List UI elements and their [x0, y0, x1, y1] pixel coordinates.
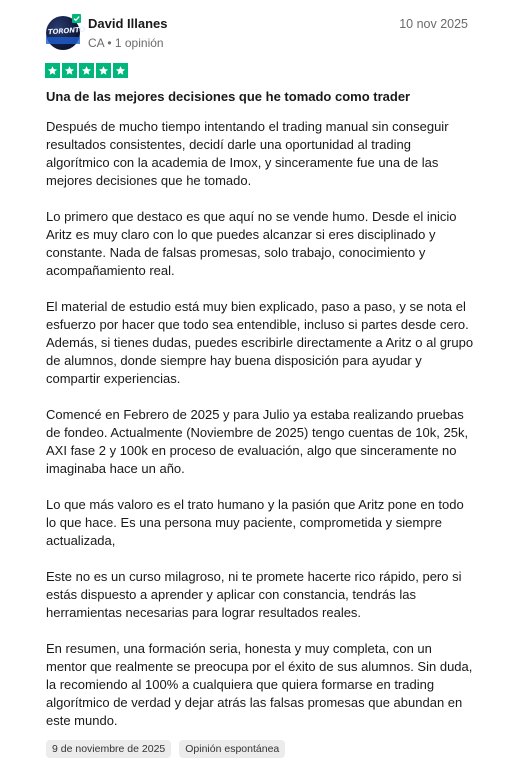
- avatar-text: TORONTO: [47, 25, 86, 37]
- review-date: 10 nov 2025: [399, 17, 468, 31]
- review-paragraph: El material de estudio está muy bien explicado, paso a paso, y se nota el esfuerzo por hacer que todo sea entendible, incluso si partes desde cero. Además, si tienes dudas, puedes escribirle directamente a Aritz o al grupo de alumnos, donde siempre hay buena disposición para ayudar y compartir experiencias.: [46, 299, 474, 386]
- review-paragraph: Comencé en Febrero de 2025 y para Julio ya estaba realizando pruebas de fondeo. Actualmente (Noviembre de 2025) tengo cuentas de 10k, 25k, AXI fase 2 y 100k en proceso de evaluación, algo que sinceramente no imaginaba hace un año.: [46, 407, 469, 476]
- experience-date-tag: 9 de noviembre de 2025: [46, 740, 171, 758]
- verified-check-icon: [72, 14, 81, 23]
- review-paragraph: Después de mucho tiempo intentando el trading manual sin conseguir resultados consistentes, decidí darle una oportunidad al trading algorítmico con la academia de Imox, y sinceramente fue una de las mejores decisiones que he tomado.: [46, 119, 449, 188]
- review-paragraph: En resumen, una formación seria, honesta y muy completa, con un mentor que realmente se preocupa por el éxito de sus alumnos. Sin duda, la recomiendo al 100% a cualquiera que quiera formarse en trading algorítmico de verdad y dejar atrás las falsas promesas que abundan en este mundo.: [46, 641, 473, 728]
- author-name[interactable]: David Illanes: [88, 16, 168, 31]
- review-paragraph: Este no es un curso milagroso, ni te promete hacerte rico rápido, pero si estás dispuesto a aprender y aplicar con constancia, tendrás las herramientas necesarias para lograr resultados reales.: [46, 569, 462, 620]
- star-rating: [45, 63, 478, 78]
- star-icon: [96, 63, 111, 78]
- star-icon: [79, 63, 94, 78]
- star-icon: [45, 63, 60, 78]
- author-meta: CA • 1 opinión: [88, 36, 164, 50]
- review-title: Una de las mejores decisiones que he tomado como trader: [46, 89, 411, 104]
- user-info: [88, 14, 167, 51]
- review-paragraph: Lo que más valoro es el trato humano y la pasión que Aritz pone en todo lo que hace. Es una persona muy paciente, comprometida y siempre actualizada,: [46, 497, 464, 548]
- spontaneous-review-tag: Opinión espontánea: [179, 740, 285, 758]
- star-icon: [113, 63, 128, 78]
- star-icon: [62, 63, 77, 78]
- review-body: [46, 118, 478, 730]
- review-paragraph: Lo primero que destaco es que aquí no se vende humo. Desde el inicio Aritz es muy claro con lo que puedes alcanzar si eres disciplinado y constante. Nada de falsas promesas, solo trabajo, conocimiento y acompañamiento real.: [46, 209, 457, 278]
- avatar-stripe: [46, 37, 80, 44]
- review-tags: [46, 740, 285, 758]
